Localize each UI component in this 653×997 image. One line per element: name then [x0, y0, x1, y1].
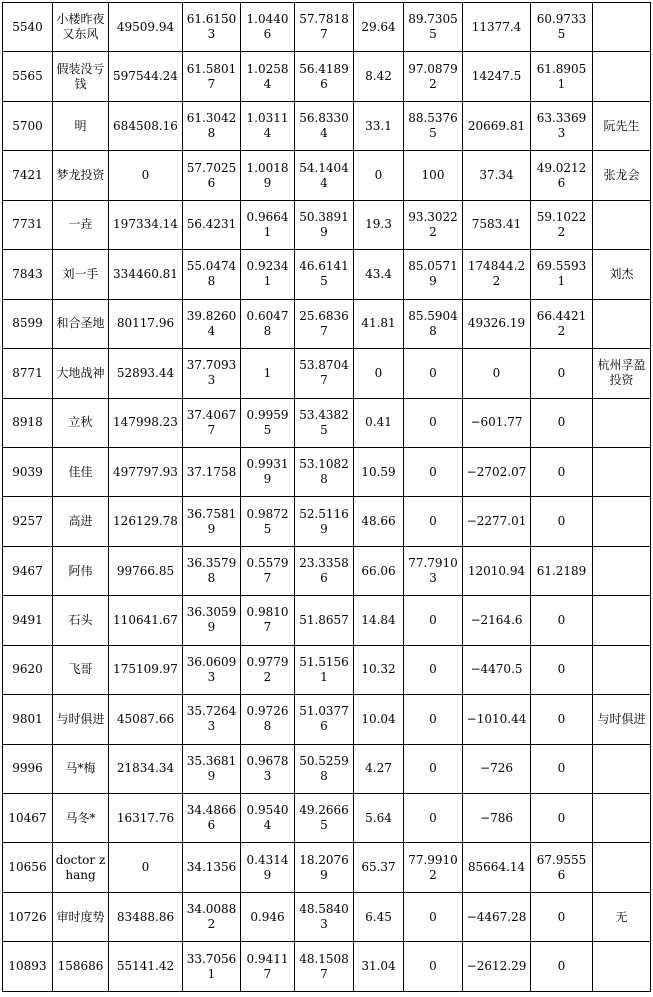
- cell-c4: 54.14044: [295, 151, 354, 200]
- cell-c8: 59.10222: [531, 200, 593, 249]
- cell-c3: 0.43149: [241, 843, 295, 892]
- cell-c7: −726: [463, 744, 531, 793]
- cell-c5: 0.41: [354, 398, 404, 447]
- table-row: [3, 794, 651, 843]
- cell-c2: 39.82604: [183, 299, 241, 348]
- cell-c5: 10.32: [354, 645, 404, 694]
- cell-c8: 67.95556: [531, 843, 593, 892]
- cell-c1: 684508.16: [109, 101, 183, 150]
- cell-id: 9039: [3, 447, 53, 496]
- cell-name: 大地战神: [53, 349, 109, 398]
- table-row: [3, 398, 651, 447]
- cell-c1: 126129.78: [109, 497, 183, 546]
- cell-name: 明: [53, 101, 109, 150]
- cell-c3: 1.04406: [241, 3, 295, 52]
- cell-c7: −2164.6: [463, 596, 531, 645]
- cell-c6: 0: [404, 349, 463, 398]
- cell-c2: 33.70561: [183, 942, 241, 991]
- cell-c5: 33.1: [354, 101, 404, 150]
- cell-c7: 174844.22: [463, 250, 531, 299]
- cell-c7: −2702.07: [463, 447, 531, 496]
- cell-c8: 0: [531, 497, 593, 546]
- cell-c3: 0.97792: [241, 645, 295, 694]
- cell-c2: 55.04748: [183, 250, 241, 299]
- cell-name: 马冬*: [53, 794, 109, 843]
- table-row: [3, 447, 651, 496]
- cell-c1: 21834.34: [109, 744, 183, 793]
- table-row: [3, 892, 651, 941]
- cell-c7: −4470.5: [463, 645, 531, 694]
- cell-c4: 56.41896: [295, 52, 354, 101]
- cell-name: 158686: [53, 942, 109, 991]
- cell-name: 马*梅: [53, 744, 109, 793]
- cell-c1: 497797.93: [109, 447, 183, 496]
- cell-id: 10467: [3, 794, 53, 843]
- cell-note: [593, 546, 651, 595]
- cell-c2: 61.30428: [183, 101, 241, 150]
- cell-c2: 37.1758: [183, 447, 241, 496]
- cell-c8: 0: [531, 744, 593, 793]
- cell-note: 阮先生: [593, 101, 651, 150]
- cell-c3: 1.02584: [241, 52, 295, 101]
- cell-c5: 0: [354, 151, 404, 200]
- table-row: [3, 942, 651, 991]
- cell-c1: 147998.23: [109, 398, 183, 447]
- cell-c5: 66.06: [354, 546, 404, 595]
- cell-name: 阿伟: [53, 546, 109, 595]
- cell-c7: −2612.29: [463, 942, 531, 991]
- cell-c6: 85.59048: [404, 299, 463, 348]
- cell-c2: 37.40677: [183, 398, 241, 447]
- cell-c3: 0.94117: [241, 942, 295, 991]
- cell-c6: 0: [404, 447, 463, 496]
- cell-c7: 0: [463, 349, 531, 398]
- cell-c4: 46.61415: [295, 250, 354, 299]
- cell-c3: 0.98725: [241, 497, 295, 546]
- cell-id: 9620: [3, 645, 53, 694]
- cell-c7: −4467.28: [463, 892, 531, 941]
- cell-c2: 36.30599: [183, 596, 241, 645]
- cell-note: 杭州孚盈投资: [593, 349, 651, 398]
- cell-c6: 0: [404, 596, 463, 645]
- cell-note: [593, 497, 651, 546]
- cell-note: [593, 744, 651, 793]
- cell-c1: 52893.44: [109, 349, 183, 398]
- table-row: [3, 151, 651, 200]
- cell-c5: 65.37: [354, 843, 404, 892]
- cell-c7: 7583.41: [463, 200, 531, 249]
- cell-c1: 334460.81: [109, 250, 183, 299]
- cell-id: 7731: [3, 200, 53, 249]
- cell-name: 刘一手: [53, 250, 109, 299]
- cell-c4: 50.38919: [295, 200, 354, 249]
- cell-c6: 0: [404, 645, 463, 694]
- cell-note: [593, 299, 651, 348]
- cell-c8: 69.55931: [531, 250, 593, 299]
- cell-c4: 57.78187: [295, 3, 354, 52]
- cell-c4: 48.15087: [295, 942, 354, 991]
- cell-c2: 61.61503: [183, 3, 241, 52]
- cell-c8: 63.33693: [531, 101, 593, 150]
- cell-c5: 14.84: [354, 596, 404, 645]
- cell-c7: 49326.19: [463, 299, 531, 348]
- cell-c6: 100: [404, 151, 463, 200]
- cell-name: 小楼昨夜又东风: [53, 3, 109, 52]
- table-body: [3, 3, 651, 992]
- cell-c2: 56.4231: [183, 200, 241, 249]
- cell-c6: 93.30222: [404, 200, 463, 249]
- cell-c8: 60.97335: [531, 3, 593, 52]
- table-row: [3, 101, 651, 150]
- cell-c6: 77.99102: [404, 843, 463, 892]
- cell-c6: 0: [404, 695, 463, 744]
- cell-c6: 77.79103: [404, 546, 463, 595]
- cell-c5: 8.42: [354, 52, 404, 101]
- cell-c4: 53.43825: [295, 398, 354, 447]
- cell-c8: 0: [531, 596, 593, 645]
- cell-c5: 41.81: [354, 299, 404, 348]
- cell-c6: 85.05719: [404, 250, 463, 299]
- cell-c2: 35.36819: [183, 744, 241, 793]
- cell-id: 9257: [3, 497, 53, 546]
- cell-id: 10726: [3, 892, 53, 941]
- cell-c6: 0: [404, 892, 463, 941]
- cell-c2: 57.70256: [183, 151, 241, 200]
- table-row: [3, 843, 651, 892]
- cell-id: 10893: [3, 942, 53, 991]
- cell-c5: 0: [354, 349, 404, 398]
- cell-c2: 35.72643: [183, 695, 241, 744]
- cell-note: [593, 794, 651, 843]
- cell-c3: 1.00189: [241, 151, 295, 200]
- cell-c3: 0.55797: [241, 546, 295, 595]
- cell-c5: 10.04: [354, 695, 404, 744]
- cell-c3: 0.92341: [241, 250, 295, 299]
- cell-id: 5700: [3, 101, 53, 150]
- cell-name: 审时度势: [53, 892, 109, 941]
- cell-c3: 0.60478: [241, 299, 295, 348]
- cell-c2: 37.70933: [183, 349, 241, 398]
- cell-note: [593, 942, 651, 991]
- cell-c4: 53.87047: [295, 349, 354, 398]
- cell-c7: −2277.01: [463, 497, 531, 546]
- cell-note: [593, 398, 651, 447]
- cell-name: 与时俱进: [53, 695, 109, 744]
- cell-note: [593, 645, 651, 694]
- cell-c7: 11377.4: [463, 3, 531, 52]
- cell-note: 张龙会: [593, 151, 651, 200]
- cell-c8: 0: [531, 942, 593, 991]
- cell-c1: 0: [109, 151, 183, 200]
- cell-c1: 99766.85: [109, 546, 183, 595]
- cell-name: 立秋: [53, 398, 109, 447]
- cell-c5: 19.3: [354, 200, 404, 249]
- cell-note: [593, 843, 651, 892]
- cell-c7: 20669.81: [463, 101, 531, 150]
- cell-id: 8918: [3, 398, 53, 447]
- cell-c4: 25.68367: [295, 299, 354, 348]
- cell-c4: 51.8657: [295, 596, 354, 645]
- cell-note: 与时俱进: [593, 695, 651, 744]
- cell-c6: 88.53765: [404, 101, 463, 150]
- cell-c6: 0: [404, 794, 463, 843]
- cell-note: [593, 3, 651, 52]
- cell-id: 7843: [3, 250, 53, 299]
- cell-note: 无: [593, 892, 651, 941]
- cell-note: [593, 200, 651, 249]
- table-row: [3, 52, 651, 101]
- table-row: [3, 349, 651, 398]
- cell-c1: 45087.66: [109, 695, 183, 744]
- cell-c8: 0: [531, 645, 593, 694]
- cell-c3: 0.98107: [241, 596, 295, 645]
- cell-name: 石头: [53, 596, 109, 645]
- cell-note: [593, 596, 651, 645]
- cell-c1: 0: [109, 843, 183, 892]
- cell-name: 高进: [53, 497, 109, 546]
- cell-c5: 10.59: [354, 447, 404, 496]
- cell-c4: 48.58403: [295, 892, 354, 941]
- cell-c3: 0.96641: [241, 200, 295, 249]
- cell-id: 9467: [3, 546, 53, 595]
- table-row: [3, 695, 651, 744]
- cell-c5: 6.45: [354, 892, 404, 941]
- cell-c4: 51.51561: [295, 645, 354, 694]
- table-row: [3, 744, 651, 793]
- cell-id: 8599: [3, 299, 53, 348]
- cell-c6: 97.08792: [404, 52, 463, 101]
- cell-c7: 12010.94: [463, 546, 531, 595]
- cell-c2: 34.1356: [183, 843, 241, 892]
- cell-name: 一垚: [53, 200, 109, 249]
- table-row: [3, 546, 651, 595]
- cell-id: 5565: [3, 52, 53, 101]
- cell-c6: 0: [404, 398, 463, 447]
- cell-c6: 0: [404, 744, 463, 793]
- cell-c8: 61.2189: [531, 546, 593, 595]
- cell-name: 梦龙投资: [53, 151, 109, 200]
- cell-note: [593, 447, 651, 496]
- cell-c6: 89.73055: [404, 3, 463, 52]
- cell-c4: 52.51169: [295, 497, 354, 546]
- cell-c7: 85664.14: [463, 843, 531, 892]
- cell-c2: 36.35798: [183, 546, 241, 595]
- table-row: [3, 3, 651, 52]
- cell-c2: 34.48666: [183, 794, 241, 843]
- cell-c8: 0: [531, 892, 593, 941]
- cell-c6: 0: [404, 497, 463, 546]
- cell-c3: 0.97268: [241, 695, 295, 744]
- table-row: [3, 200, 651, 249]
- cell-name: doctor zhang: [53, 843, 109, 892]
- cell-c5: 5.64: [354, 794, 404, 843]
- cell-c2: 34.00882: [183, 892, 241, 941]
- cell-c3: 1.03114: [241, 101, 295, 150]
- cell-c1: 197334.14: [109, 200, 183, 249]
- cell-c8: 0: [531, 695, 593, 744]
- cell-c3: 0.946: [241, 892, 295, 941]
- cell-c8: 66.44212: [531, 299, 593, 348]
- cell-c3: 1: [241, 349, 295, 398]
- cell-c3: 0.99595: [241, 398, 295, 447]
- table-row: [3, 299, 651, 348]
- cell-c4: 51.03776: [295, 695, 354, 744]
- cell-id: 9491: [3, 596, 53, 645]
- cell-c7: −1010.44: [463, 695, 531, 744]
- cell-id: 7421: [3, 151, 53, 200]
- cell-id: 8771: [3, 349, 53, 398]
- cell-id: 9996: [3, 744, 53, 793]
- cell-c2: 61.58017: [183, 52, 241, 101]
- cell-c2: 36.06093: [183, 645, 241, 694]
- cell-c4: 56.83304: [295, 101, 354, 150]
- cell-c8: 0: [531, 447, 593, 496]
- cell-c8: 0: [531, 794, 593, 843]
- cell-id: 5540: [3, 3, 53, 52]
- cell-c5: 4.27: [354, 744, 404, 793]
- cell-c3: 0.99319: [241, 447, 295, 496]
- cell-c8: 49.02126: [531, 151, 593, 200]
- cell-note: [593, 52, 651, 101]
- cell-c1: 16317.76: [109, 794, 183, 843]
- cell-c1: 83488.86: [109, 892, 183, 941]
- cell-c5: 48.66: [354, 497, 404, 546]
- cell-c7: −786: [463, 794, 531, 843]
- cell-name: 假装没亏钱: [53, 52, 109, 101]
- cell-c4: 49.26665: [295, 794, 354, 843]
- cell-note: 刘杰: [593, 250, 651, 299]
- results-table: [2, 2, 651, 992]
- cell-c1: 597544.24: [109, 52, 183, 101]
- cell-c4: 23.33586: [295, 546, 354, 595]
- cell-c7: −601.77: [463, 398, 531, 447]
- cell-id: 10656: [3, 843, 53, 892]
- cell-c1: 49509.94: [109, 3, 183, 52]
- cell-c7: 14247.5: [463, 52, 531, 101]
- cell-c1: 55141.42: [109, 942, 183, 991]
- cell-c7: 37.34: [463, 151, 531, 200]
- cell-c5: 43.4: [354, 250, 404, 299]
- cell-c8: 61.89051: [531, 52, 593, 101]
- cell-id: 9801: [3, 695, 53, 744]
- cell-c3: 0.95404: [241, 794, 295, 843]
- cell-c2: 36.75819: [183, 497, 241, 546]
- table-row: [3, 497, 651, 546]
- cell-c1: 80117.96: [109, 299, 183, 348]
- cell-c1: 175109.97: [109, 645, 183, 694]
- cell-c5: 31.04: [354, 942, 404, 991]
- cell-c5: 29.64: [354, 3, 404, 52]
- cell-c4: 53.10828: [295, 447, 354, 496]
- cell-c4: 50.52598: [295, 744, 354, 793]
- cell-c6: 0: [404, 942, 463, 991]
- cell-c3: 0.96783: [241, 744, 295, 793]
- cell-c1: 110641.67: [109, 596, 183, 645]
- cell-c4: 18.20769: [295, 843, 354, 892]
- table-row: [3, 250, 651, 299]
- table-row: [3, 645, 651, 694]
- table-row: [3, 596, 651, 645]
- cell-c8: 0: [531, 398, 593, 447]
- cell-name: 和合圣地: [53, 299, 109, 348]
- cell-c8: 0: [531, 349, 593, 398]
- cell-name: 飞哥: [53, 645, 109, 694]
- cell-name: 佳佳: [53, 447, 109, 496]
